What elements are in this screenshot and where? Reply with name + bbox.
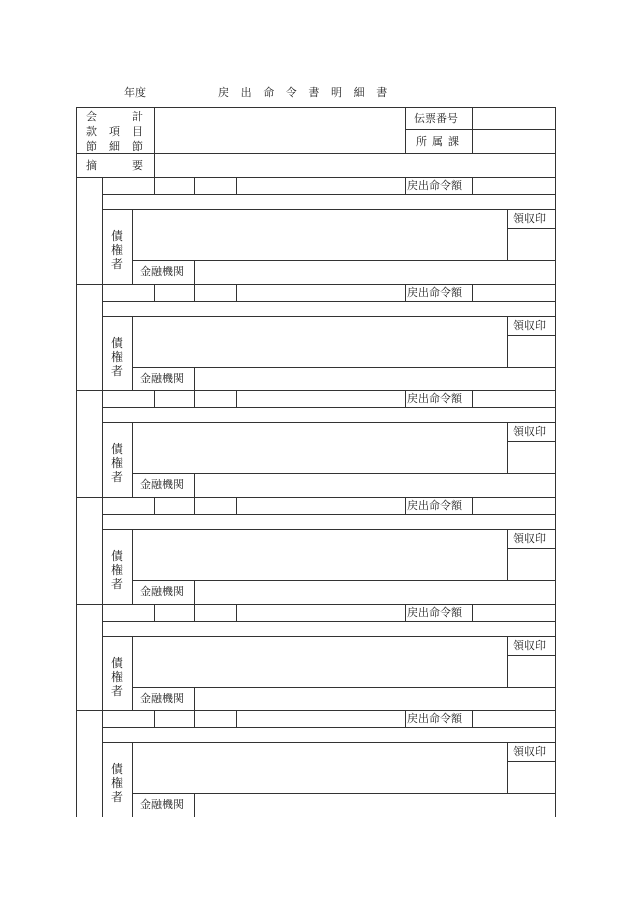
- financial-institution-label: 金融機関: [140, 585, 184, 598]
- creditor-label: 債権者: [110, 656, 123, 698]
- document-title: 戻出命令書明細書: [218, 86, 399, 99]
- creditor-label: 債権者: [110, 336, 123, 378]
- department-label: 所属課: [416, 135, 464, 148]
- category-label: 款 項 目: [86, 125, 143, 138]
- voucher-number-label: 伝票番号: [414, 112, 458, 125]
- entry-block: [76, 497, 556, 604]
- receipt-stamp-label: 領収印: [513, 532, 546, 545]
- entry-block: [76, 177, 556, 284]
- creditor-label: 債権者: [110, 442, 123, 484]
- entry-block: [76, 284, 556, 391]
- receipt-stamp-label: 領収印: [513, 212, 546, 225]
- creditor-label: 債権者: [110, 549, 123, 591]
- receipt-stamp-label: 領収印: [513, 425, 546, 438]
- account-label: 会 計: [86, 110, 143, 123]
- entry-block: [76, 390, 556, 497]
- financial-institution-label: 金融機関: [140, 372, 184, 385]
- financial-institution-label: 金融機関: [140, 265, 184, 278]
- receipt-stamp-label: 領収印: [513, 745, 546, 758]
- return-amount-label: 戻出命令額: [407, 179, 462, 192]
- entry-block: [76, 604, 556, 711]
- creditor-label: 債権者: [110, 762, 123, 804]
- return-amount-label: 戻出命令額: [407, 606, 462, 619]
- financial-institution-label: 金融機関: [140, 798, 184, 811]
- return-amount-label: 戻出命令額: [407, 392, 462, 405]
- header-table: [76, 107, 556, 177]
- return-amount-label: 戻出命令額: [407, 286, 462, 299]
- financial-institution-label: 金融機関: [140, 478, 184, 491]
- receipt-stamp-label: 領収印: [513, 639, 546, 652]
- receipt-stamp-label: 領収印: [513, 319, 546, 332]
- fiscal-year-label: 年度: [124, 86, 146, 99]
- summary-label: 摘 要: [86, 159, 143, 172]
- entry-block: [76, 710, 556, 817]
- return-amount-label: 戻出命令額: [407, 499, 462, 512]
- section-label: 節 細 節: [86, 140, 143, 153]
- return-amount-label: 戻出命令額: [407, 712, 462, 725]
- creditor-label: 債権者: [110, 229, 123, 271]
- financial-institution-label: 金融機関: [140, 692, 184, 705]
- title-line: [0, 84, 630, 100]
